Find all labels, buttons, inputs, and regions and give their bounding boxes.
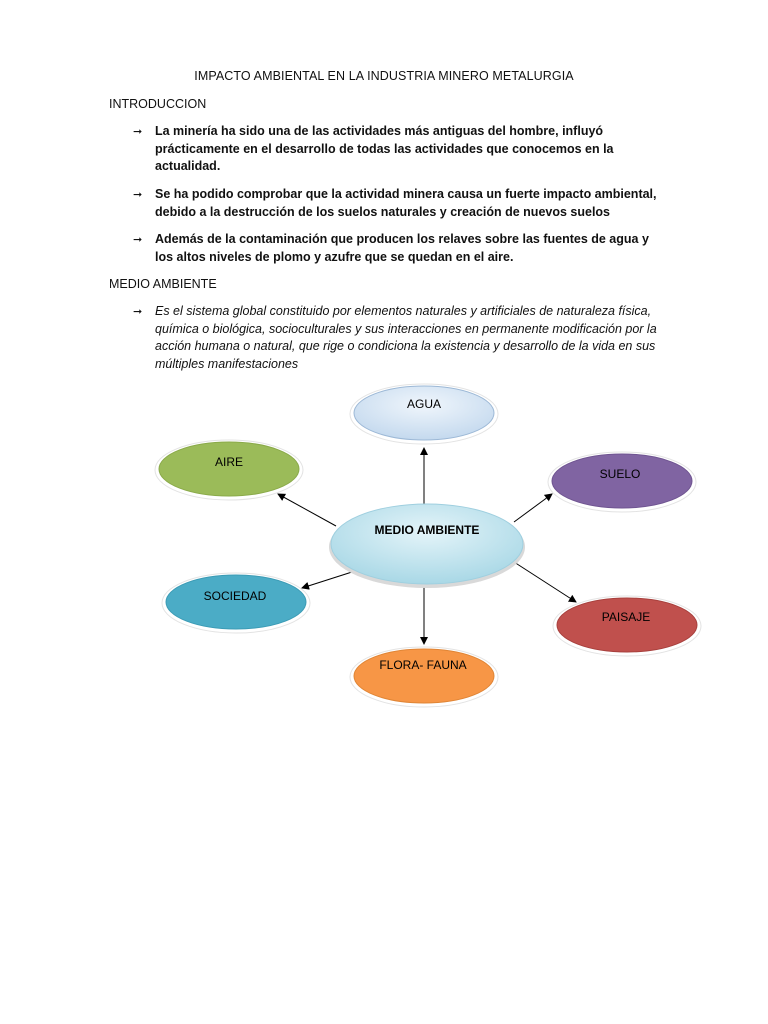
node-label-suelo: SUELO [599,467,641,482]
node-sociedad [162,573,310,633]
node-paisaje [553,596,701,656]
node-label-paisaje: PAISAJE [601,610,651,625]
connector-suelo [514,494,552,522]
node-suelo [548,452,696,512]
node-label-aire: AIRE [214,455,244,470]
bullet-text: Además de la contaminación que producen los relaves sobre las fuentes de agua y los altos niveles de plomo y azufre que se quedan en el aire. [155,232,649,264]
node-medio-ambiente [329,504,525,588]
arrow-bullet-icon: ➞ [133,234,143,246]
connector-paisaje [514,562,576,602]
connector-sociedad [302,572,352,588]
section-heading-introduccion: INTRODUCCION [109,97,207,111]
node-agua [350,384,498,444]
section-heading-medio-ambiente: MEDIO AMBIENTE [109,277,217,291]
arrow-bullet-icon: ➞ [133,126,143,138]
bullet-text: Es el sistema global constituido por elementos naturales y artificiales de naturaleza física, química o biológica, socioculturales y sus interacciones en permanente modificación por la acción humana o natural, que rige o condiciona la existencia y desarrollo de la vida en sus múltiples manifestaciones [155,304,657,371]
node-label-agua: AGUA [406,397,442,412]
node-label-flora-fauna: FLORA- FAUNA [379,658,467,673]
arrow-bullet-icon: ➞ [133,189,143,201]
node-label-sociedad: SOCIEDAD [203,589,267,604]
node-label-medio-ambiente: MEDIO AMBIENTE [374,523,480,538]
bullet-text: La minería ha sido una de las actividades más antiguas del hombre, influyó prácticamente en el desarrollo de todas las actividades que conocemos en la actualidad. [155,124,614,173]
connector-aire [278,494,336,526]
node-flora-fauna [350,647,498,707]
bullet-text: Se ha podido comprobar que la actividad minera causa un fuerte impacto ambiental, debido a la destrucción de los suelos naturales y creación de nuevos suelos [155,187,657,219]
arrow-bullet-icon: ➞ [133,306,143,318]
node-aire [155,440,303,500]
document-title: IMPACTO AMBIENTAL EN LA INDUSTRIA MINERO METALURGIA [194,69,574,83]
